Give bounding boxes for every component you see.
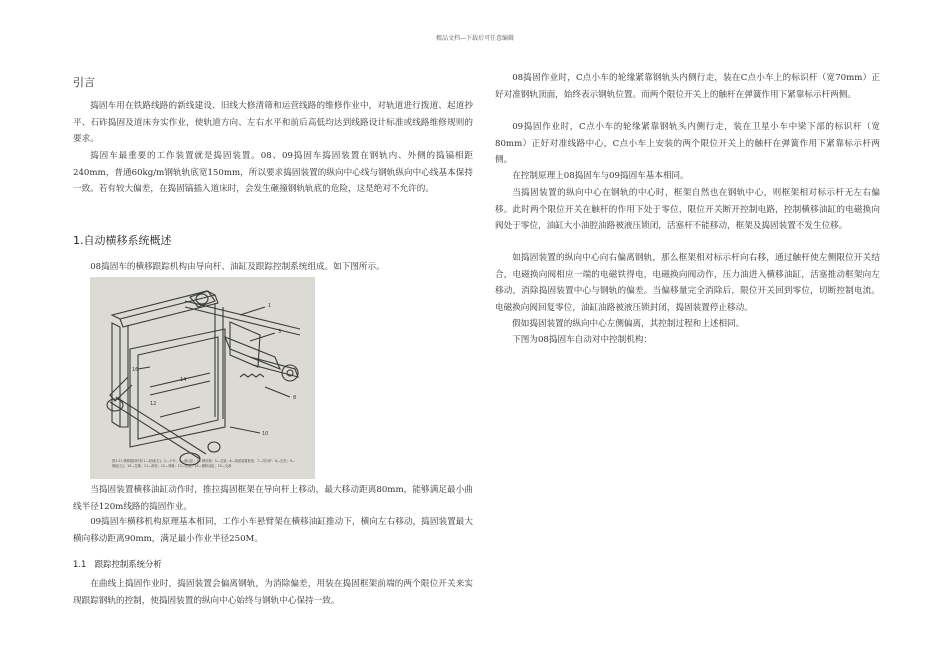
svg-text:8: 8 <box>293 395 297 401</box>
intro-paragraph-1: 捣固车用在铁路线路的新线建设、旧线大修清筛和运营线路的维修作业中，对轨道进行拨道、起道抄平、石砟捣固及道床夯实作业，使轨道方向、左右水平和前后高低均达到线路设计标准或线路维修规则的要求。 <box>73 101 473 144</box>
svg-text:1: 1 <box>268 303 272 309</box>
section-1-1-paragraph-1: 在曲线上捣固作业时，捣固装置会偏离钢轨，为消除偏差，用装在捣固框架前端的两个限位开关来实现跟踪钢轨的控制，使捣固装置的纵向中心始终与钢轨中心保持一致。 <box>73 579 473 606</box>
svg-text:16: 16 <box>132 367 139 373</box>
right-paragraph-5: 如捣固装置的纵向中心向右偏离钢轨，那么框架相对标示杆向右移，通过触杆使左侧限位开关结合，电磁换向阀相应一端的电磁铁得电，电磁换向阀动作，压力油进入横移油缸，活塞推动框架向左移动，消除捣固装置中心与钢轨的偏差。当偏移量完全消除后，限位开关回到零位，切断控制电流。电磁换向阀回复零位，油缸油路被液压锁封闭，捣固装置停止移动。 <box>495 253 880 313</box>
svg-text:3: 3 <box>278 329 282 335</box>
section-1-1-heading: 1.1 跟踪控制系统分析 <box>73 559 162 569</box>
section-1-heading: 1.自动横移系统概述 <box>73 234 172 247</box>
intro-heading: 引言 <box>73 76 95 89</box>
traverse-mechanism-figure <box>90 277 315 479</box>
mechanism-drawing <box>90 277 315 479</box>
page-header: 精品文档---下载后可任意编辑 <box>435 35 515 42</box>
svg-text:12: 12 <box>150 401 157 407</box>
right-paragraph-3: 在控制原理上08捣固车与09捣固车基本相同。 <box>512 171 689 181</box>
right-paragraph-1: 08捣固作业时，C点小车的轮缘紧靠钢轨头内侧行走，装在C点小车上的标识杆（宽70mm）正好对准钢轨顶面，始终表示钢轨位置。而两个限位开关上的触杆在弹簧作用下紧靠标示杆两侧。 <box>495 73 880 100</box>
svg-text:10: 10 <box>262 431 269 437</box>
right-paragraph-4: 当捣固装置的纵向中心在钢轨的中心时，框架自然也在钢轨中心，则框架相对标示杆无左右偏移。此时两个限位开关在触杆的作用下处于零位，限位开关断开控制电路，控制横移油缸的电磁换向阀处于零位，油缸大小油腔油路被液压锁闭，活塞杆不能移动，框架及捣固装置不发生位移。 <box>495 188 880 231</box>
right-paragraph-6: 假如捣固装置的纵向中心左侧偏离，其控制过程和上述相同。 <box>512 319 745 329</box>
section-1-paragraph-2: 当捣固装置横移油缸动作时，推拉捣固框架在导向杆上移动，最大移动距离80mm，能够满足最小曲线半径120m线路的捣固作业。 <box>73 485 473 512</box>
right-paragraph-7: 下图为08捣固车自动对中控制机构： <box>512 335 653 345</box>
section-1-paragraph-3: 09捣固车横移机构原理基本相同，工作小车悬臂架在横移油缸推动下，横向左右移动，捣固装置最大横向移动距离90mm，满足最小作业半径250M。 <box>73 517 473 544</box>
intro-paragraph-2: 捣固车最重要的工作装置就是捣固装置。08、09捣固车捣固装置在钢轨内、外侧的捣镐相距240mm，普通60kg/m钢轨轨底宽150mm，所以要求捣固装置的纵向中心线与钢轨纵向中心线基本保持一致。若有较大偏差，在捣固镐插入道床时，会发生砸撞钢轨轨底的危险，这是绝对不允许的。 <box>73 151 473 194</box>
section-1-paragraph-1: 08捣固车的横移跟踪机构由导向杆、油缸及跟踪控制系统组成。如下图所示。 <box>90 262 385 272</box>
svg-text:14: 14 <box>180 377 187 383</box>
figure-caption: 图3-21 横移跟踪机构 1—轮轴(右)；2—小车；3—液压缸；4—钢丝绳；5—支架；6—捣固装置框架；7—导向杆；8—拉杆；9—侧板(左)；10—拉簧；11—滚轮；12—弹簧；13—托架；14—横移油缸；15—支承 <box>112 459 295 468</box>
right-paragraph-2: 09捣固作业时，C点小车的轮缘紧靠钢轨头内侧行走，装在卫星小车中梁下部的标识杆（宽80mm）正好对准线路中心，C点小车上安装的两个限位开关上的触杆在弹簧作用下紧靠标示杆两侧。 <box>495 122 880 165</box>
